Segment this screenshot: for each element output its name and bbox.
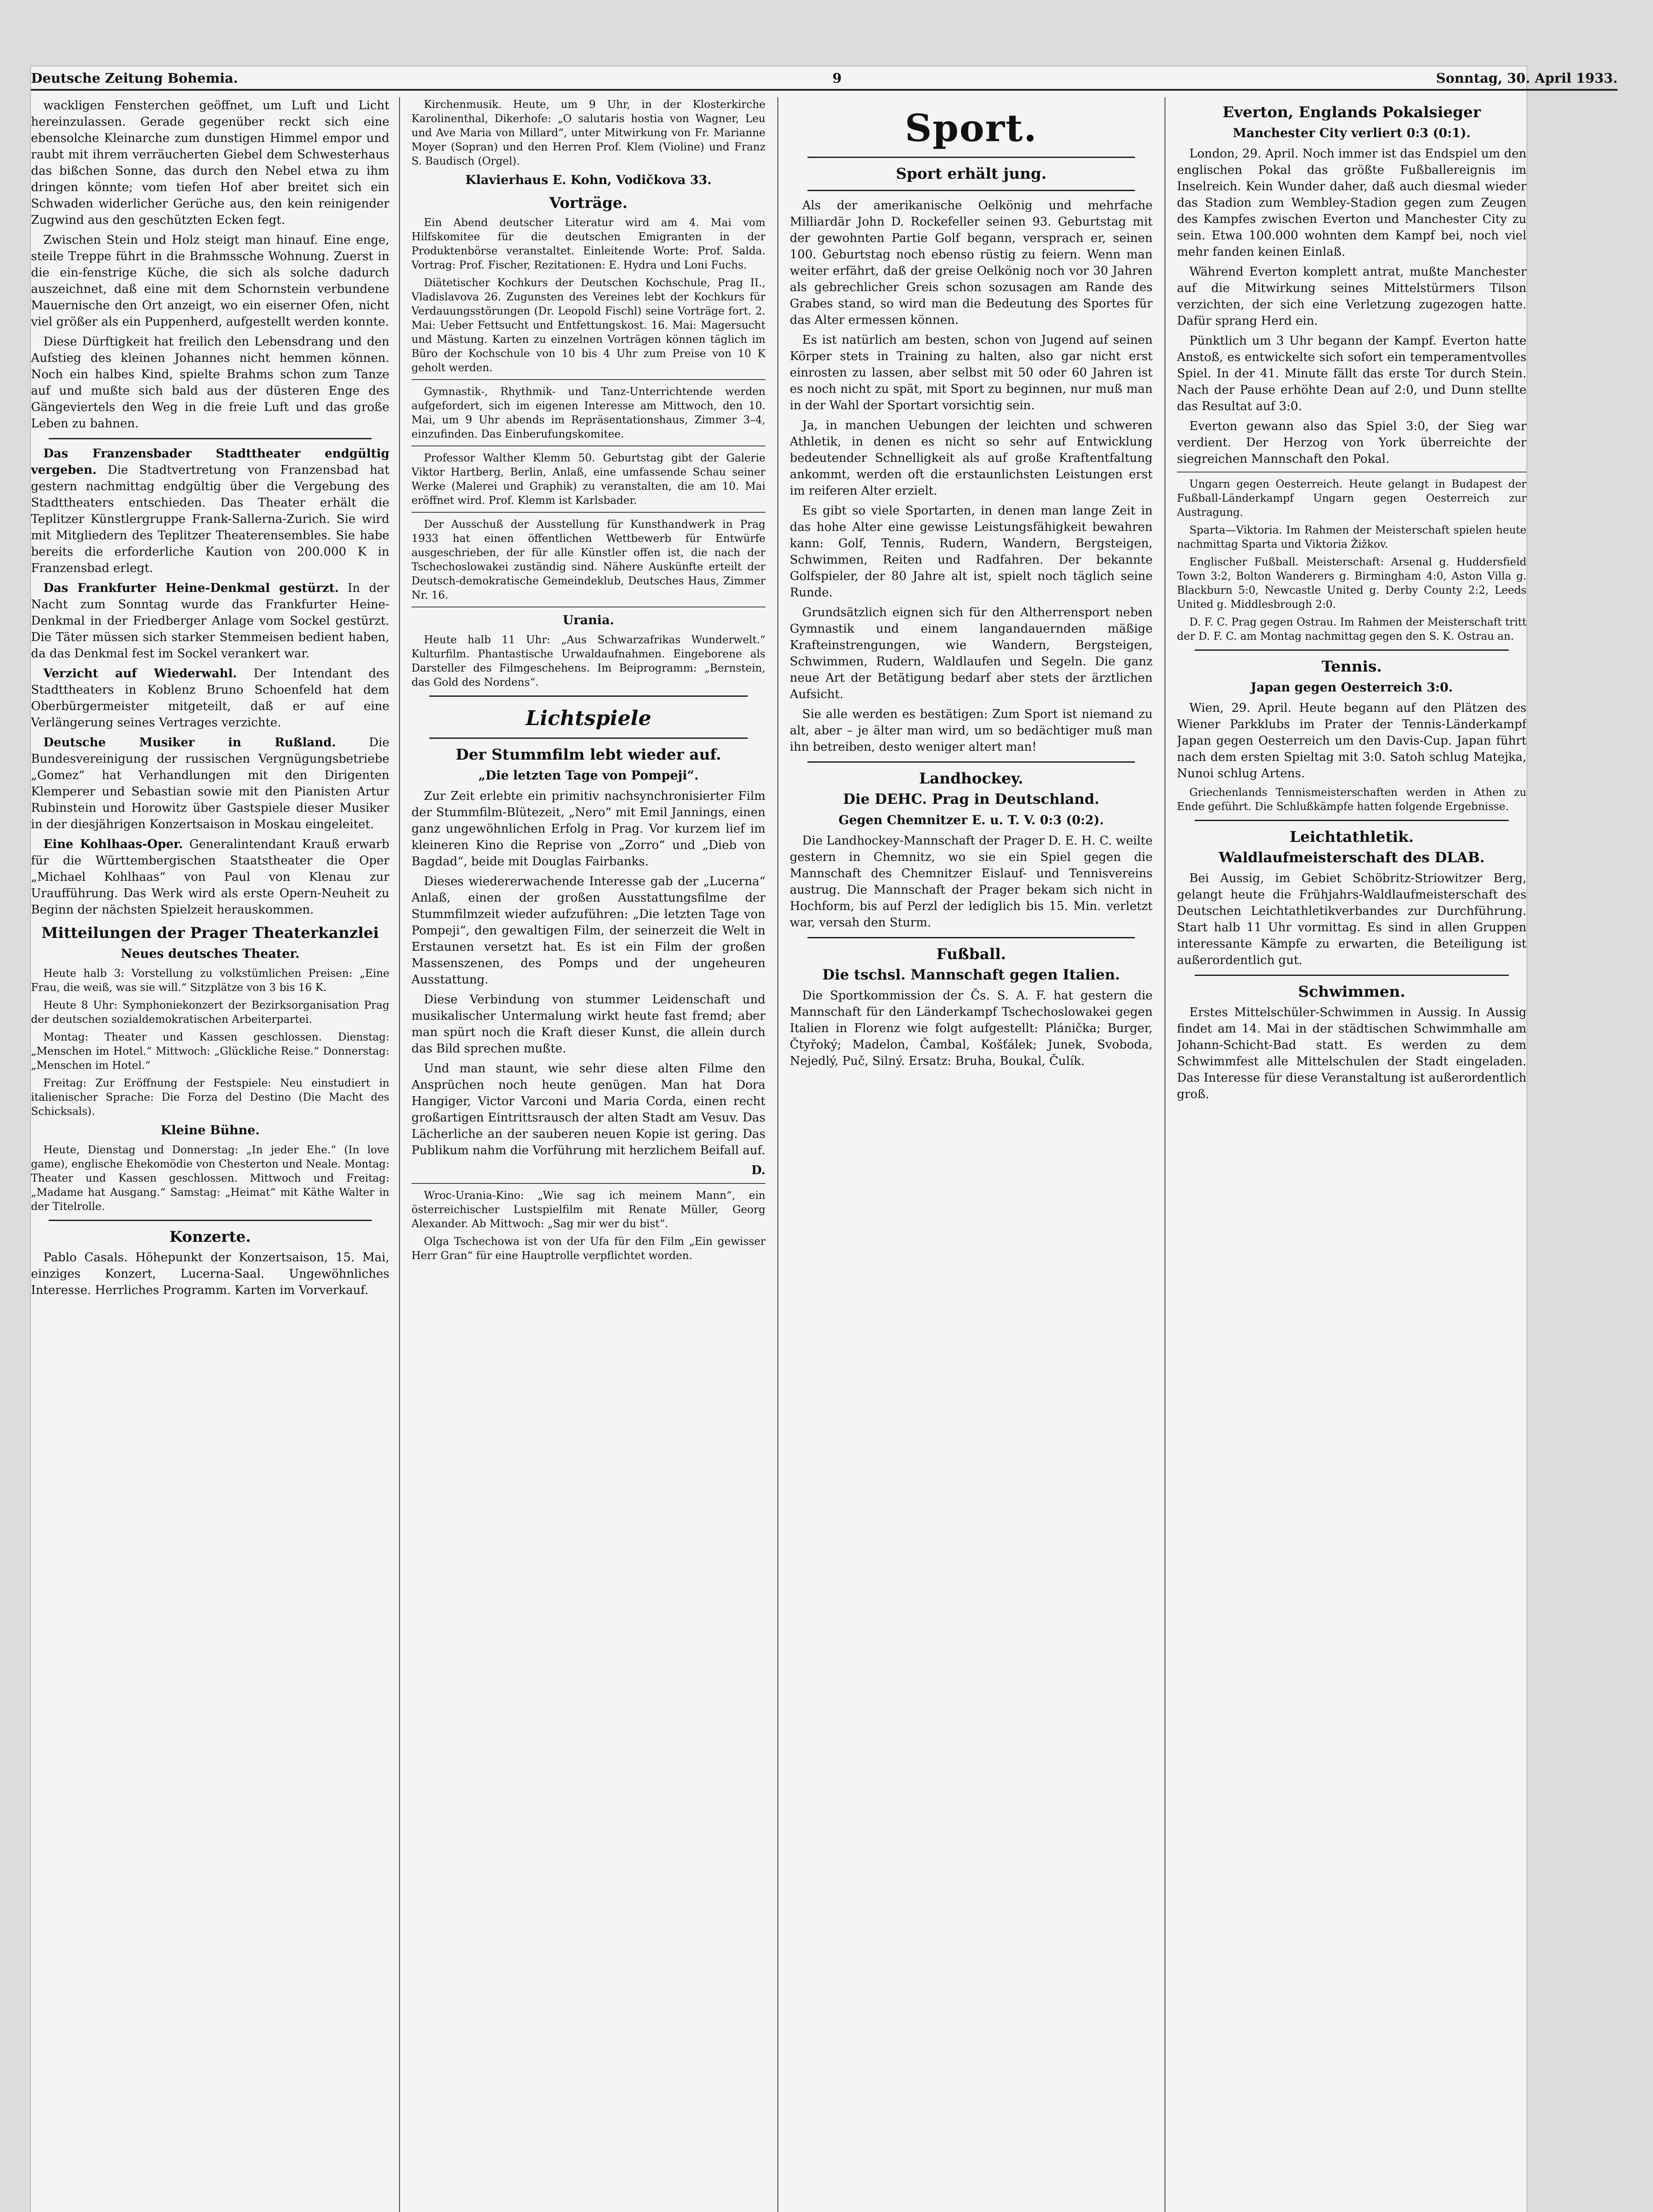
article-headline: Der Stummfilm lebt wieder auf. [455, 746, 722, 764]
column-2 [411, 97, 765, 2212]
news-text: Die Bundesvereinigung der russischen Vergnügungsbetriebe „Gomez“ hat Verhandlungen mit den Dirigenten Klemperer und Sebastian sowie mit den Pianisten Artur Rubinstein und Horowitz über Gastspiele dieser Musiker in der diesjährigen Konzertsaison in Moskau eingeleitet. [31, 736, 389, 831]
column-3 [790, 97, 1153, 2212]
news-text: Sparta—Viktoria. Im Rahmen der Meisterschaft spielen heute nachmittag Sparta und Viktoria Žižkov. [1177, 524, 1526, 550]
page-number: 9 [832, 71, 842, 86]
column-rule [777, 97, 778, 2212]
news-text: Griechenlands Tennismeisterschaften werden in Athen zu Ende geführt. Die Schlußkämpfe hatten folgende Ergebnisse. [1177, 786, 1526, 813]
section-title-landhockey: Landhockey. [919, 770, 1023, 787]
news-text: In der Nacht zum Sonntag wurde das Frankfurter Heine-Denkmal in der Friedberger Anlage vom Sockel gestürzt. Die Täter müssen sich starker Stemmeisen bedient haben, da das Denkmal fest im Sockel verankert war. [31, 581, 389, 661]
news-text: Englischer Fußball. Meisterschaft: Arsenal g. Huddersfield Town 3:2, Bolton Wanderers g. Birmingham 4:0, Aston Villa g. Blackburn 5:0, Newcastle United g. Derby County 2:2, Leeds United g. Middlesbrough 2:0. [1177, 556, 1526, 611]
news-headline: Deutsche Musiker in Rußland. [43, 736, 336, 749]
article-text: Grundsätzlich eignen sich für den Altherrensport neben Gymnastik und einem langandauernden mäßige Krafteinstrengungen, wie Wandern, Bergsteigen, Schwimmen, Rudern, Waldlaufen und Segeln. Die ganz neue Art der Betätigung bedarf aber stets der ärztlichen Aufsicht. [790, 606, 1153, 701]
news-headline: Das Frankfurter Heine-Denkmal gestürzt. [43, 581, 339, 595]
article-text: Die Sportkommission der Čs. S. A. F. hat gestern die Mannschaft für den Länderkampf Tschechoslowakei gegen Italien in Florenz wie folgt aufgestellt: Plánička; Burger, Čtyřoký; Madelon, Čambal, Košťálek; Junek, Svoboda, Nejedlý, Puč, Silný. Ersatz: Bruha, Boukal, Čulík. [790, 989, 1153, 1068]
program-item: Heute halb 3: Vorstellung zu volkstümlichen Preisen: „Eine Frau, die weiß, was sie will.“ Sitzplätze von 3 bis 16 K. [31, 967, 389, 994]
article-headline: Japan gegen Oesterreich 3:0. [1250, 680, 1453, 695]
article-text: Es ist natürlich am besten, schon von Jugend auf seinen Körper stets in Training zu halten, also gar nicht erst einrosten zu lassen, aber selbst mit 50 oder 60 Jahren ist es noch nicht zu spät, mit Sport zu beginnen, nur muß man in der Wahl der Sportart vorsichtig sein. [790, 333, 1153, 412]
article-text: wackligen Fensterchen geöffnet, um Luft und Licht hereinzulassen. Gerade gegenüber reckt sich eine ebensolche Kleinarche zum dunstigen Himmel empor und raubt mit ihrem verräucherten Giebel dem Schwesterhaus das bißchen Sonne, das durch den Nebel etwa zu ihm dringen könnte; vom tiefen Hof aber breitet sich ein Schwaden widerlicher Gerüche aus, den kein reinigender Zugwind aus den geschützten Ecken fegt. [31, 99, 389, 227]
section-divider [807, 157, 1135, 158]
section-divider [807, 937, 1135, 938]
article-text: Erstes Mittelschüler-Schwimmen in Aussig. In Aussig findet am 14. Mai in der städtischen Schwimmhalle am Johann-Schicht-Bad statt. Es werden zu dem Schwimmfest alle Mittelschulen der Stadt eingeladen. Das Interesse für diese Veranstaltung ist außerordentlich groß. [1177, 1006, 1526, 1101]
article-text: London, 29. April. Noch immer ist das Endspiel um den englischen Pokal das größte Fußballereignis im Inselreich. Kein Wunder daher, daß auch diesmal wieder das Stadion zum Wembley-Stadion gegen zum Zeugen des Kampfes zwischen Everton und Manchester City zu sein. Etwa 100.000 wohnten dem Kampf bei, noch viel mehr fanden keinen Einlaß. [1177, 147, 1526, 259]
divider [411, 445, 765, 446]
article-text: Die Landhockey-Mannschaft der Prager D. E. H. C. weilte gestern in Chemnitz, wo sie ein Spiel gegen die Mannschaft des Chemnitzer Eislauf- und Tennisvereins austrug. Die Mannschaft der Prager bekam sich nicht in Hochform, bis auf Perzl der lediglich bis 15. Min. verletzt war, versah den Sturm. [790, 834, 1153, 929]
news-text: Wroc-Urania-Kino: „Wie sag ich meinem Mann“, ein österreichischer Lustspielfilm mit Renate Müller, Georg Alexander. Ab Mittwoch: „Sag mir wer du bist“. [411, 1189, 765, 1230]
issue-date: Sonntag, 30. April 1933. [1436, 71, 1618, 86]
article-headline: Everton, Englands Pokalsieger [1222, 104, 1481, 121]
article-text: Dieses wiedererwachende Interesse gab der „Lucerna“ Anlaß, einen der großen Ausstattungsfilme der Stummfilmzeit wieder aufzuführen: „Die letzten Tage von Pompeji“, den gewaltigen Film, der seinerzeit die Welt in Erstaunen versetzt hat. Es ist ein Film der großen Massenszenen, des Pomps und der ungeheuren Ausstattung. [411, 875, 765, 987]
section-divider [49, 1220, 372, 1221]
news-text: Der Ausschuß der Ausstellung für Kunsthandwerk in Prag 1933 hat einen öffentlichen Wettbewerb für Entwürfe ausgeschrieben, der für alle Künstler offen ist, die nach der Tschechoslowakei zuständig sind. Nähere Auskünfte erteilt der Deutsch-demokratische Gemeindeklub, Deutsches Haus, Zimmer Nr. 16. [411, 518, 765, 601]
article-headline: Die DEHC. Prag in Deutschland. [843, 791, 1099, 807]
section-subtitle: Neues deutsches Theater. [120, 946, 300, 961]
news-headline: Das Franzensbader Stadttheater endgültig vergeben. [31, 447, 389, 477]
article-text: Pünktlich um 3 Uhr begann der Kampf. Everton hatte Anstoß, es entwickelte sich sofort ein temperamentvolles Spiel. In der 41. Minute fällt das erste Tor durch Stein. Nach der Pause erhöhte Dean auf 2:0, und Dunn stellte das Resultat auf 3:0. [1177, 334, 1526, 413]
news-text: Die Stadtvertretung von Franzensbad hat gestern nachmittag endgültig über die Vergebung des Stadttheaters entschieden. Das Theater erhält die Teplitzer Künstlergruppe Frank-Sallerna-Zurich. Sie wird mit Mitgliedern des Teplitzer Theaterensembles. Sie habe bereits die erforderliche Kaution von 200.000 K in Franzensbad erlegt. [31, 463, 389, 575]
article-text: Zwischen Stein und Holz steigt man hinauf. Eine enge, steile Treppe führt in die Brahmssche Wohnung. Zuerst in die ein-fenstrige Küche, die sich als solche dadurch auszeichnet, daß eine mit dem Schornstein verbundene Mauernische den Ort anzeigt, wo ein eiserner Ofen, nicht viel größer als ein Puppenherd, aufgestellt werden konnte. [31, 233, 389, 329]
section-title-sport: Sport. [905, 106, 1038, 150]
author-initial: D. [751, 1164, 765, 1177]
article-headline: Sport erhält jung. [896, 165, 1047, 183]
column-1 [31, 97, 389, 2212]
article-text: Zur Zeit erlebte ein primitiv nachsynchronisierter Film der Stummfilm-Blütezeit, „Nero“ mit Emil Jannings, einen ganz ungewöhnlichen Erfolg in Prag. Vor kurzem lief im kleineren Kino die Reprise von „Zorro“ und „Dieb von Bagdad“, beide mit Douglas Fairbanks. [411, 789, 765, 868]
article-text: Sie alle werden es bestätigen: Zum Sport ist niemand zu alt, aber – je älter man wird, um so bedächtiger muß man ihn betreiben, desto weniger altert man! [790, 707, 1153, 754]
news-text: Professor Walther Klemm 50. Geburtstag gibt der Galerie Viktor Hartberg, Berlin, Anlaß, eine umfassende Schau seiner Werke (Malerei und Graphik) zu veranstalten, die am 10. Mai eröffnet wird. Prof. Klemm ist Karlsbader. [411, 452, 765, 507]
article-text: Wien, 29. April. Heute begann auf den Plätzen des Wiener Parkklubs im Prater der Tennis-Länderkampf Japan gegen Oesterreich um den Davis-Cup. Japan führt nach dem ersten Spieltag mit 3:0. Satoh schlug Matejka, Nunoi schlug Artens. [1177, 701, 1526, 780]
news-text: Ungarn gegen Oesterreich. Heute gelangt in Budapest der Fußball-Länderkampf Ungarn gegen Oesterreich zur Austragung. [1177, 478, 1526, 518]
section-divider [429, 695, 748, 697]
signature: Klavierhaus E. Kohn, Vodičkova 33. [465, 173, 712, 187]
article-text: Diese Verbindung von stummer Leidenschaft und musikalischer Untermalung wirkt heute fast fremd; aber man spürt noch die Kraft dieser Kunst, die allein durch das Bild sprechen mußte. [411, 993, 765, 1056]
article-subheadline: „Die letzten Tage von Pompeji“. [478, 768, 699, 783]
news-text: Generalintendant Krauß erwarb für die Württembergischen Staatstheater die Oper „Michael Kohlhaas“ von Paul von Klenau zur Uraufführung. Das Werk wird als erste Opern-Neuheit zu Beginn der nächsten Spielzeit herauskommen. [31, 837, 389, 917]
news-text: Diätetischer Kochkurs der Deutschen Kochschule, Prag II., Vladislavova 26. Zugunsten des Vereines lebt der Kochkurs für Verdauungsstörungen (Dr. Leopold Fischl) seine Vorträge fort. 2. Mai: Ueber Fettsucht und Entfettungskost. 16. Mai: Magersucht und Mästung. Karten zu einzelnen Vorträgen können täglich im Büro der Kochschule von 10 bis 4 Uhr zum Preise von 10 K geholt werden. [411, 276, 765, 374]
news-text: D. F. C. Prag gegen Ostrau. Im Rahmen der Meisterschaft tritt der D. F. C. am Montag nachmittag gegen den S. K. Ostrau an. [1177, 616, 1526, 642]
article-subheadline: Manchester City verliert 0:3 (0:1). [1233, 126, 1471, 140]
section-title-fussball: Fußball. [936, 945, 1006, 963]
section-divider [1195, 649, 1509, 651]
section-title-theater: Mitteilungen der Prager Theaterkanzlei [41, 924, 379, 942]
news-text: Gymnastik-, Rhythmik- und Tanz-Unterrichtende werden aufgefordert, sich im eigenen Interesse am Mittwoch, den 10. Mai, um 9 Uhr abends im Repräsentationshaus, Zimmer 3–4, einzufinden. Das Einberufungskomitee. [411, 385, 765, 440]
section-divider [807, 761, 1135, 763]
divider [411, 1183, 765, 1184]
divider [411, 512, 765, 513]
program-item: Heute 8 Uhr: Symphoniekonzert der Bezirksorganisation Prag der deutschen sozialdemokratischen Arbeiterpartei. [31, 999, 389, 1025]
article-text: Und man staunt, wie sehr diese alten Filme den Ansprüchen noch heute genügen. Man hat Dora Hangiger, Victor Varconi und Maria Corda, einen recht großartigen Eintrittsrausch der alten Stadt am Vesuv. Das Lächerliche an der sauberen neuen Kopie ist gering. Das Publikum nahm die Vorführung mit herzlichem Beifall auf. [411, 1062, 765, 1157]
program-item: Heute, Dienstag und Donnerstag: „In jeder Ehe.“ (In love game), englische Ehekomödie von Chesterton und Neale. Montag: Theater und Kassen geschlossen. Mittwoch und Freitag: „Madame hat Ausgang.“ Samstag: „Heimat“ mit Käthe Walter in der Titelrolle. [31, 1144, 389, 1213]
article-text: Während Everton komplett antrat, mußte Manchester auf die Mitwirkung seines Mittelstürmers Tilson verzichten, der sich eine Verletzung zugezogen hatte. Dafür sprang Herd ein. [1177, 265, 1526, 328]
section-divider [807, 190, 1135, 191]
news-text: Der Intendant des Stadttheaters in Koblenz Bruno Schoenfeld hat dem Oberbürgermeister mitgeteilt, daß er auf eine Verlängerung seines Vertrages verzichte. [31, 667, 389, 730]
article-text: Diese Dürftigkeit hat freilich den Lebensdrang und den Aufstieg des kleinen Johannes nicht hemmen können. Noch ein halbes Kind, spielte Brahms schon zum Tanze auf und mußte sich bald aus der düsteren Enge des Gängeviertels den Weg in die freie Luft und das große Leben zu bahnen. [31, 335, 389, 430]
article-text: Ja, in manchen Uebungen der leichten und schweren Athletik, in denen es nicht so sehr auf Entwicklung bedeutender Schnelligkeit als auf große Kraftentfaltung ankommt, werden oft die erstaunlichsten Leistungen erst im reiferen Alter erzielt. [790, 419, 1153, 498]
page-header [31, 60, 1618, 91]
article-text: Bei Aussig, im Gebiet Schöbritz-Striowitzer Berg, gelangt heute die Frühjahrs-Waldlaufmeisterschaft des Deutschen Leichtathletikverbandes zur Durchführung. Start halb 11 Uhr vormittag. Es sind in allen Gruppen interessante Kämpfe zu erwarten, die Beteiligung ist außerordentlich gut. [1177, 872, 1526, 967]
divider [411, 379, 765, 380]
section-divider [429, 737, 748, 739]
section-divider [1195, 820, 1509, 821]
news-headline: Verzicht auf Wiederwahl. [43, 667, 237, 680]
article-subheadline: Gegen Chemnitzer E. u. T. V. 0:3 (0:2). [838, 813, 1104, 827]
section-title-vortraege: Vorträge. [549, 194, 628, 212]
article-headline: Die tschsl. Mannschaft gegen Italien. [822, 966, 1120, 983]
article-text: Everton gewann also das Spiel 3:0, der Sieg war verdient. Der Herzog von York überreichte der siegreichen Mannschaft den Pokal. [1177, 419, 1526, 466]
section-title-schwimmen: Schwimmen. [1298, 983, 1406, 1001]
news-text: Olga Tschechowa ist von der Ufa für den Film „Ein gewisser Herr Gran“ für eine Hauptrolle verpflichtet worden. [411, 1235, 765, 1262]
article-headline: Waldlaufmeisterschaft des DLAB. [1219, 849, 1485, 866]
section-title-konzerte: Konzerte. [169, 1228, 251, 1246]
article-text: Als der amerikanische Oelkönig und mehrfache Milliardär John D. Rockefeller seinen 93. Geburtstag mit der gewohnten Partie Golf begann, versprach er, seinen 100. Geburtstag noch ebenso rüstig zu feiern. Wenn man weiter erfährt, daß der greise Oelkönig noch vor 30 Jahren als gebrechlicher Greis schon sozusagen am Rande des Grabes stand, so wird man die Bedeutung des Sportes für das Alter ermessen können. [790, 199, 1153, 327]
news-text: Heute halb 11 Uhr: „Aus Schwarzafrikas Wunderwelt.“ Kulturfilm. Phantastische Urwaldaufnahmen. Eingeborene als Darsteller des Filmgeschehens. Im Beiprogramm: „Bernstein, das Gold des Nordens“. [411, 634, 765, 688]
column-rule [399, 97, 400, 2212]
section-subtitle: Kleine Bühne. [161, 1123, 260, 1137]
column-4 [1177, 97, 1526, 2212]
news-text: Kirchenmusik. Heute, um 9 Uhr, in der Klosterkirche Karolinenthal, Dikerhofe: „O salutaris hostia von Wagner, Leu und Ave Maria von Millard“, unter Mitwirkung von Fr. Marianne Moyer (Sopran) und den Herren Prof. Klem (Violine) und Franz S. Baudisch (Orgel). [411, 98, 765, 167]
section-title-tennis: Tennis. [1321, 658, 1382, 676]
concert-text: Pablo Casals. Höhepunkt der Konzertsaison, 15. Mai, einziges Konzert, Lucerna-Saal. Ungewöhnliches Interesse. Herrliches Programm. Karten im Vorverkauf. [31, 1251, 389, 1297]
section-title-lichtspiele: Lichtspiele [525, 706, 652, 730]
masthead-left: Deutsche Zeitung Bohemia. [31, 71, 238, 86]
section-divider [49, 438, 372, 439]
section-divider [1195, 975, 1509, 976]
program-item: Montag: Theater und Kassen geschlossen. Dienstag: „Menschen im Hotel.“ Mittwoch: „Glückliche Reise.“ Donnerstag: „Menschen im Hotel.“ [31, 1031, 389, 1071]
news-headline: Eine Kohlhaas-Oper. [43, 837, 183, 851]
section-subtitle-urania: Urania. [562, 613, 615, 627]
article-text: Es gibt so viele Sportarten, in denen man lange Zeit in das hohe Alter eine gewisse Leistungsfähigkeit bewahren kann: Golf, Tennis, Rudern, Wandern, Bergsteigen, Schwimmen, Reiten und Radfahren. Der bekannte Golfspieler, der 80 Jahre alt ist, spielt noch täglich seine Runde. [790, 504, 1153, 599]
news-text: Ein Abend deutscher Literatur wird am 4. Mai vom Hilfskomitee für die deutschen Emigranten in der Produktenbörse veranstaltet. Einleitende Worte: Prof. Salda. Vortrag: Prof. Fischer, Rezitationen: E. Hydra und Loni Fuchs. [411, 216, 765, 271]
program-item: Freitag: Zur Eröffnung der Festspiele: Neu einstudiert in italienischer Sprache: Die Forza del Destino (Die Macht des Schicksals). [31, 1077, 389, 1118]
section-title-leichtathletik: Leichtathletik. [1289, 828, 1414, 846]
